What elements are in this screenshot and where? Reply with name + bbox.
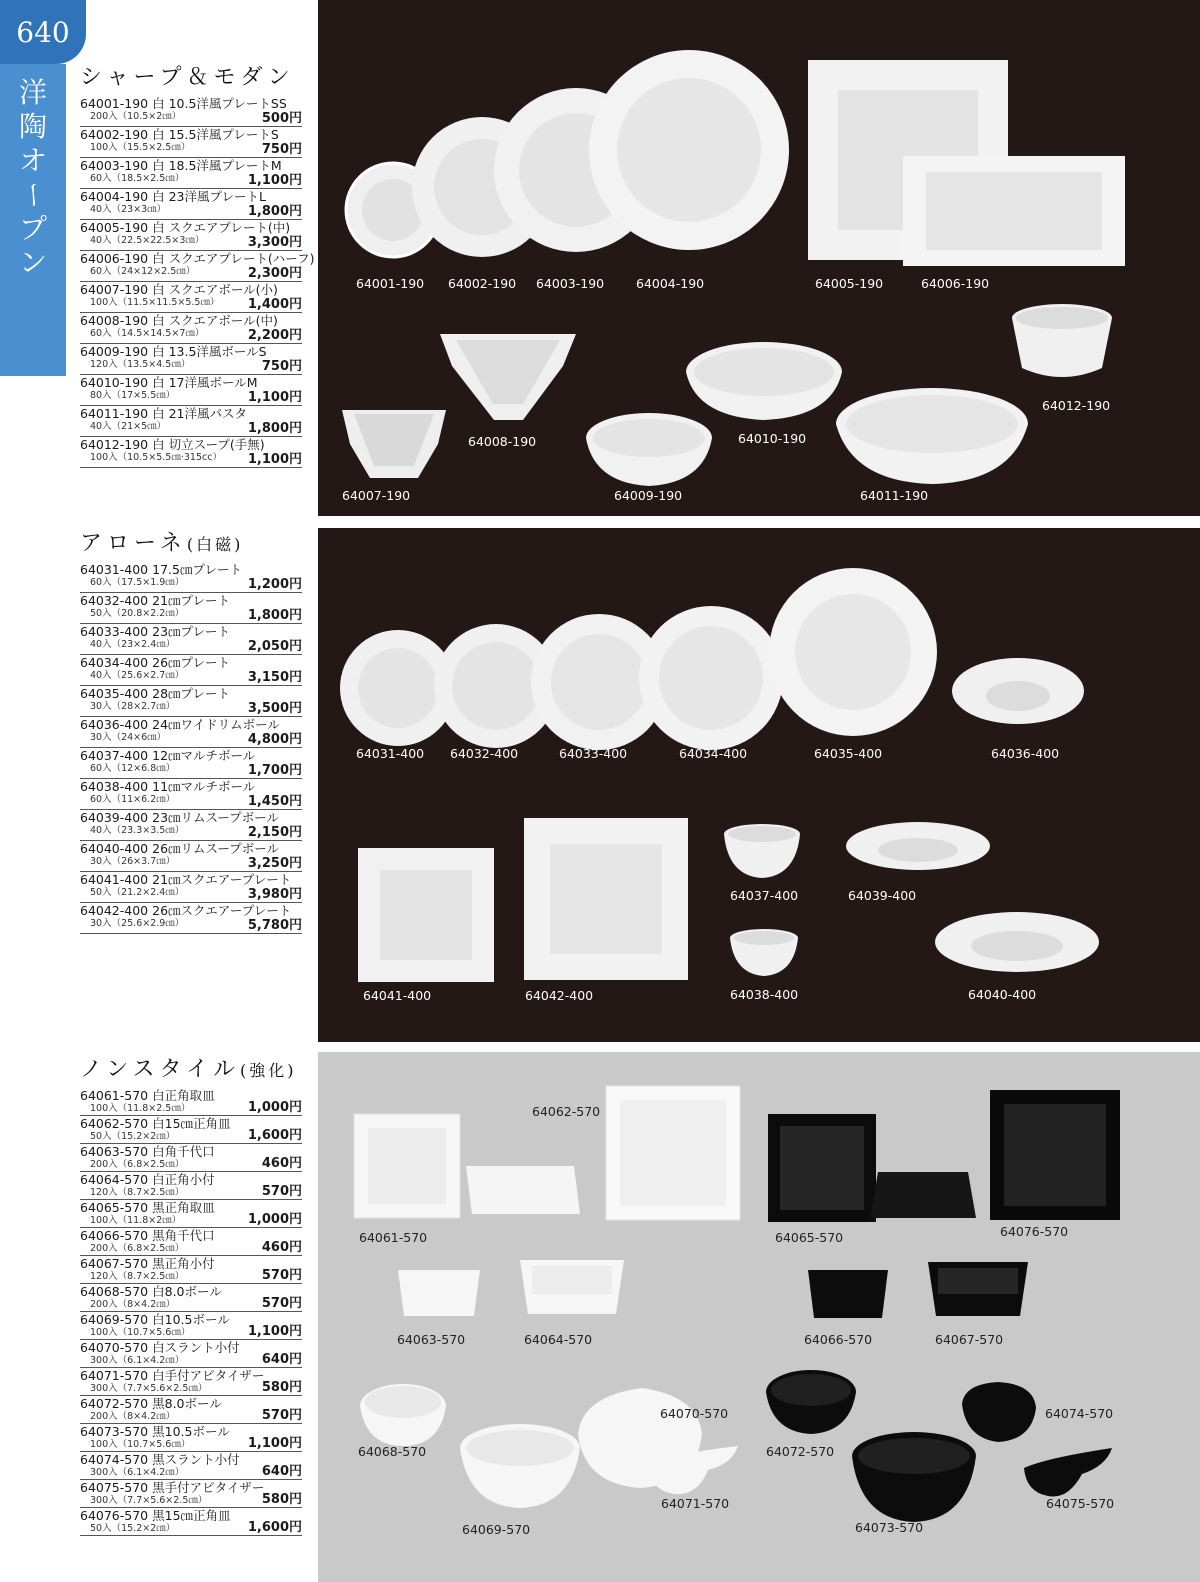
product-code-name [80,313,302,328]
product-code: 64032-400 [80,593,149,608]
product-label: 64040-400 [968,987,1037,1002]
product-price: 3,300円 [247,235,302,250]
product-row [80,282,302,313]
product-price: 4,800円 [247,732,302,747]
product-spec: 60入（11×6.2㎝） [90,794,176,805]
product-row [80,1256,302,1284]
product-label: 64035-400 [814,746,883,761]
product-code: 64072-570 [80,1396,149,1411]
product-code: 64067-570 [80,1256,149,1271]
product-row [80,593,302,624]
product-row [80,158,302,189]
product-spec: 100入（10.7×5.6㎝） [90,1327,191,1338]
product-price: 580円 [261,1492,302,1507]
product-label: 64067-570 [935,1332,1004,1347]
product-name: 白8.0ボール [152,1284,222,1299]
product-price: 1,600円 [247,1520,302,1535]
product-code: 64040-400 [80,841,149,856]
product-label: 64072-570 [766,1444,835,1459]
product-spec: 200入（10.5×2㎝） [90,111,182,122]
product-row [80,1312,302,1340]
product-price: 570円 [261,1296,302,1311]
product-code: 64011-190 [80,406,149,421]
product-code: 64068-570 [80,1284,149,1299]
product-price: 750円 [261,359,302,374]
product-label: 64007-190 [342,488,411,503]
product-row [80,1116,302,1144]
product-code-name [80,375,302,390]
photo-panel-sharp-modern [318,0,1200,516]
category-char: オ [18,144,47,177]
product-list-nonstyle [80,1088,302,1536]
product-code: 64042-400 [80,903,149,918]
product-row [80,903,302,934]
product-code: 64004-190 [80,189,149,204]
product-code-name [80,841,302,856]
product-name: 黒スラント小付 [152,1452,240,1467]
product-name: 17.5㎝プレート [152,562,242,577]
photo-panel-arone [318,528,1200,1042]
product-row [80,1480,302,1508]
product-code: 64007-190 [80,282,149,297]
product-label: 64037-400 [730,888,799,903]
product-price: 2,050円 [247,639,302,654]
product-code-name [80,655,302,670]
product-label: 64032-400 [450,746,519,761]
product-label: 64042-400 [525,988,594,1003]
product-spec: 50入（21.2×2.4㎝） [90,887,185,898]
product-row [80,344,302,375]
product-name: 白 23洋風プレートL [152,189,266,204]
product-label: 64010-190 [738,431,807,446]
product-name: 白10.5ボール [152,1312,230,1327]
product-row [80,810,302,841]
product-name: 28㎝プレート [152,686,231,701]
product-spec: 300入（7.7×5.6×2.5㎝） [90,1383,208,1394]
product-code: 64031-400 [80,562,149,577]
product-label: 64073-570 [855,1520,924,1535]
product-price: 1,000円 [247,1212,302,1227]
product-name: 白 10.5洋風プレートSS [152,96,287,111]
product-spec: 30入（25.6×2.9㎝） [90,918,185,929]
product-spec: 300入（6.1×4.2㎝） [90,1467,185,1478]
product-label: 64063-570 [397,1332,466,1347]
product-code: 64012-190 [80,437,149,452]
product-label: 64065-570 [775,1230,844,1245]
product-code: 64039-400 [80,810,149,825]
product-code-name [80,251,315,266]
product-price: 570円 [261,1408,302,1423]
product-label: 64066-570 [804,1332,873,1347]
product-price: 3,250円 [247,856,302,871]
product-row [80,251,315,282]
product-name: 白正角小付 [152,1172,215,1187]
product-price: 3,150円 [247,670,302,685]
product-row [80,1368,302,1396]
product-code: 64075-570 [80,1480,149,1495]
product-label: 64036-400 [991,746,1060,761]
product-code-name [80,748,302,763]
product-row [80,717,302,748]
product-code: 64005-190 [80,220,149,235]
product-price: 5,780円 [247,918,302,933]
product-row [80,437,302,468]
product-name: 11㎝マルチボール [152,779,256,794]
product-spec: 40入（21×5㎝） [90,421,167,432]
product-code-name [80,872,302,887]
product-row [80,1144,302,1172]
product-spec: 40入（23.3×3.5㎝） [90,825,185,836]
slant-bowl-64074-570 [962,1382,1036,1442]
category-char: プ [18,212,47,245]
product-spec: 80入（17×5.5㎝） [90,390,176,401]
product-row [80,655,302,686]
product-spec: 30入（24×6㎝） [90,732,167,743]
product-name: 白 13.5洋風ボールS [152,344,267,359]
product-spec: 60入（24×12×2.5㎝） [90,266,196,277]
product-code-name [80,686,302,701]
product-spec: 40入（23×3㎝） [90,204,167,215]
product-label: 64039-400 [848,888,917,903]
product-price: 2,300円 [247,266,302,281]
product-price: 1,600円 [247,1128,302,1143]
product-spec: 200入（8×4.2㎝） [90,1299,176,1310]
product-spec: 300入（6.1×4.2㎝） [90,1355,185,1366]
product-spec: 120入（8.7×2.5㎝） [90,1271,185,1282]
product-row [80,748,302,779]
product-code-name [80,158,302,173]
product-price: 1,100円 [247,1324,302,1339]
product-label: 64005-190 [815,276,884,291]
product-label: 64069-570 [462,1522,531,1537]
product-price: 1,700円 [247,763,302,778]
product-label: 64034-400 [679,746,748,761]
product-name: 黒15㎝正角皿 [152,1508,231,1523]
product-code: 64064-570 [80,1172,149,1187]
product-code: 64037-400 [80,748,149,763]
appetizer-64075-570 [1024,1448,1112,1497]
product-label: 64076-570 [1000,1224,1069,1239]
product-row [80,779,302,810]
product-label: 64062-570 [532,1104,601,1119]
chiyoko-64063-570 [398,1270,480,1316]
product-price: 1,000円 [247,1100,302,1115]
product-name: 26㎝スクエアープレート [152,903,292,918]
product-code-name [80,406,302,421]
product-label: 64033-400 [559,746,628,761]
product-code: 64076-570 [80,1508,149,1523]
product-label: 64006-190 [921,276,990,291]
product-row [80,375,302,406]
product-spec: 300入（7.7×5.6×2.5㎝） [90,1495,208,1506]
page-number: 640 [0,0,86,64]
product-spec: 50入（15.2×2㎝） [90,1131,176,1142]
product-name: 白15㎝正角皿 [152,1116,231,1131]
product-row [80,1340,302,1368]
product-row [80,127,302,158]
product-name: 白 18.5洋風プレートM [152,158,282,173]
product-price: 1,100円 [247,452,302,467]
product-spec: 60入（18.5×2.5㎝） [90,173,185,184]
product-code-name [80,437,302,452]
product-code: 64065-570 [80,1200,149,1215]
product-label: 64075-570 [1046,1496,1115,1511]
product-code: 64073-570 [80,1424,149,1439]
product-spec: 30入（28×2.7㎝） [90,701,176,712]
product-name: 26㎝リムスープボール [152,841,280,856]
product-row [80,686,302,717]
product-code: 64036-400 [80,717,149,732]
product-label: 64041-400 [363,988,432,1003]
product-row [80,189,302,220]
product-row [80,562,302,593]
black-dish-64065-570-side [870,1172,976,1218]
product-photo-arone [318,528,1200,1042]
product-code-name [80,127,302,142]
product-price: 580円 [261,1380,302,1395]
product-name: 黒角千代口 [152,1228,215,1243]
product-name: 12㎝マルチボール [152,748,256,763]
product-name: 白 スクエアプレート(ハーフ) [152,251,315,266]
product-price: 460円 [261,1156,302,1171]
product-code: 64009-190 [80,344,149,359]
product-name: 白 17洋風ボールM [152,375,258,390]
product-label: 64064-570 [524,1332,593,1347]
product-name: 黒手付アピタイザー [152,1480,265,1495]
product-price: 1,200円 [247,577,302,592]
product-name: 24㎝ワイドリムボール [152,717,280,732]
product-price: 1,100円 [247,173,302,188]
product-price: 1,400円 [247,297,302,312]
category-char: 洋 [18,76,47,109]
product-code: 64008-190 [80,313,149,328]
product-code-name [80,282,302,297]
product-price: 1,100円 [247,390,302,405]
product-name: 23㎝リムスープボール [152,810,280,825]
product-code: 64038-400 [80,779,149,794]
product-code: 64001-190 [80,96,149,111]
product-label: 64011-190 [860,488,929,503]
product-name: 白 スクエアボール(中) [152,313,278,328]
product-list-sharp-modern [80,96,315,468]
product-price: 2,150円 [247,825,302,840]
product-code-name [80,593,302,608]
product-label: 64009-190 [614,488,683,503]
product-label: 64012-190 [1042,398,1111,413]
product-price: 3,980円 [247,887,302,902]
product-label: 64003-190 [536,276,605,291]
product-code: 64035-400 [80,686,149,701]
product-label: 64071-570 [661,1496,730,1511]
product-row [80,220,302,251]
product-name: 白 スクエアボール(小) [152,282,278,297]
product-code-name [80,624,302,639]
section-title-nonstyle: ノンスタイル(強化) [80,1057,297,1082]
product-spec: 100入（15.5×2.5㎝） [90,142,191,153]
product-row [80,1396,302,1424]
product-list-arone [80,562,302,934]
product-price: 1,800円 [247,204,302,219]
product-spec: 50入（20.8×2.2㎝） [90,608,185,619]
product-code-name [80,717,302,732]
product-label: 64002-190 [448,276,517,291]
product-spec: 100入（11.8×2.5㎝） [90,1103,191,1114]
product-code-name [80,810,302,825]
category-char: ー [17,180,50,209]
product-code: 64066-570 [80,1228,149,1243]
product-code: 64071-570 [80,1368,149,1383]
product-price: 750円 [261,142,302,157]
product-code-name [80,344,302,359]
product-row [80,1424,302,1452]
product-price: 2,200円 [247,328,302,343]
square-plate-64062-570-side [466,1166,580,1214]
product-price: 1,800円 [247,421,302,436]
product-row [80,1284,302,1312]
product-label: 64001-190 [356,276,425,291]
product-spec: 200入（6.8×2.5㎝） [90,1243,185,1254]
product-spec: 50入（15.2×2㎝） [90,1523,176,1534]
product-spec: 120入（8.7×2.5㎝） [90,1187,185,1198]
product-name: 白正角取皿 [152,1088,215,1103]
product-spec: 100入（11.8×2㎝） [90,1215,182,1226]
product-price: 570円 [261,1268,302,1283]
product-row [80,1508,302,1536]
product-label: 64031-400 [356,746,425,761]
product-row [80,872,302,903]
product-name: 23㎝プレート [152,624,231,639]
product-label: 64004-190 [636,276,705,291]
product-row [80,1228,302,1256]
product-spec: 30入（26×3.7㎝） [90,856,176,867]
product-code: 64074-570 [80,1452,149,1467]
product-spec: 100入（10.7×5.6㎝） [90,1439,191,1450]
product-code: 64069-570 [80,1312,149,1327]
product-code: 64002-190 [80,127,149,142]
product-label: 64061-570 [359,1230,428,1245]
product-price: 1,100円 [247,1436,302,1451]
product-name: 白手付アピタイザー [152,1368,265,1383]
product-code-name [80,903,302,918]
product-name: 白スラント小付 [152,1340,240,1355]
product-name: 26㎝プレート [152,655,231,670]
product-label: 64068-570 [358,1444,427,1459]
product-code: 64010-190 [80,375,149,390]
product-name: 21㎝スクエアープレート [152,872,292,887]
product-row [80,1088,302,1116]
category-tab [0,64,66,376]
product-price: 570円 [261,1184,302,1199]
product-row [80,841,302,872]
product-spec: 60入（17.5×1.9㎝） [90,577,185,588]
product-spec: 100入（10.5×5.5㎝·315cc） [90,452,222,463]
product-label: 64038-400 [730,987,799,1002]
product-code: 64070-570 [80,1340,149,1355]
product-spec: 40入（25.6×2.7㎝） [90,670,185,681]
product-code: 64061-570 [80,1088,149,1103]
product-row [80,1200,302,1228]
product-price: 1,450円 [247,794,302,809]
product-label: 64070-570 [660,1406,729,1421]
product-code-name [80,562,302,577]
product-spec: 60入（12×6.8㎝） [90,763,176,774]
product-row [80,1452,302,1480]
product-price: 640円 [261,1464,302,1479]
product-row [80,1172,302,1200]
category-label [0,76,66,280]
product-spec: 120入（13.5×4.5㎝） [90,359,191,370]
product-label: 64074-570 [1045,1406,1114,1421]
product-name: 黒8.0ボール [152,1396,222,1411]
product-name: 白 スクエアプレート(中) [152,220,291,235]
product-name: 白角千代口 [152,1144,215,1159]
photo-panel-nonstyle [318,1052,1200,1582]
section-title-sharp-modern: シャープ＆モダン [80,65,295,90]
product-price: 460円 [261,1240,302,1255]
product-code: 64034-400 [80,655,149,670]
product-spec: 40入（23×2.4㎝） [90,639,176,650]
product-code-name [80,96,302,111]
product-code: 64063-570 [80,1144,149,1159]
product-spec: 200入（8×4.2㎝） [90,1411,176,1422]
product-name: 白 21洋風パスタ [152,406,248,421]
category-char: ン [18,246,47,279]
product-price: 640円 [261,1352,302,1367]
section-title-arone: アローネ(白磁) [80,531,244,556]
product-code: 64041-400 [80,872,149,887]
product-label: 64008-190 [468,434,537,449]
chiyoko-64066-570 [808,1270,888,1318]
product-price: 3,500円 [247,701,302,716]
product-spec: 100入（11.5×11.5×5.5㎝） [90,297,220,308]
product-code: 64003-190 [80,158,149,173]
product-name: 黒10.5ボール [152,1424,230,1439]
product-name: 白 15.5洋風プレートS [152,127,279,142]
product-name: 21㎝プレート [152,593,231,608]
product-name: 白 切立スープ(手無) [152,437,265,452]
product-row [80,624,302,655]
product-code: 64006-190 [80,251,149,266]
product-spec: 60入（14.5×14.5×7㎝） [90,328,205,339]
product-row [80,313,302,344]
product-code-name [80,779,302,794]
product-code: 64033-400 [80,624,149,639]
product-price: 1,800円 [247,608,302,623]
product-spec: 200入（6.8×2.5㎝） [90,1159,185,1170]
product-code-name [80,220,302,235]
product-code-name [80,189,302,204]
product-spec: 40入（22.5×22.5×3㎝） [90,235,205,246]
product-price: 500円 [261,111,302,126]
product-row [80,96,302,127]
product-name: 黒正角取皿 [152,1200,215,1215]
category-char: 陶 [18,110,47,143]
product-name: 黒正角小付 [152,1256,215,1271]
product-row [80,406,302,437]
product-code: 64062-570 [80,1116,149,1131]
